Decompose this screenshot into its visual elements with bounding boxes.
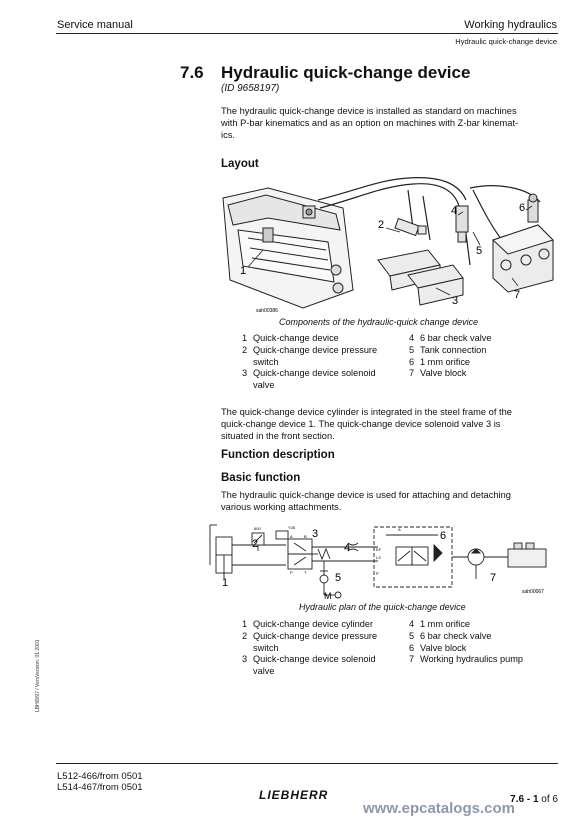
legend-item: 2 Quick-change device pressure switch — [242, 630, 378, 653]
quick-change-frame — [223, 188, 353, 308]
intro-paragraph — [221, 105, 559, 141]
plan-caption: Hydraulic plan of the quick-change device — [299, 602, 466, 612]
legend-item: 7 Valve block — [409, 368, 467, 379]
plan-callout: 1 — [222, 577, 229, 589]
pressure-switch — [395, 219, 426, 236]
section-id: (ID 9658197) — [221, 83, 280, 94]
footer-rule — [56, 763, 558, 764]
layout-heading: Layout — [221, 158, 259, 170]
legend-item: 5 Tank connection — [409, 344, 487, 355]
plan-callout: 3 — [312, 528, 319, 540]
layout-callout: 5 — [476, 245, 483, 257]
plan-small-label: Y35 — [288, 525, 296, 530]
plan-image-code: sah00067 — [522, 589, 544, 595]
function-line: various working attachments. — [221, 502, 342, 512]
header-right: Working hydraulics — [464, 19, 557, 31]
plan-callout: 7 — [490, 572, 497, 584]
check-valve — [456, 206, 468, 242]
header-left: Service manual — [57, 19, 133, 31]
function-heading: Function description — [221, 449, 335, 461]
plan-legend-left — [242, 619, 403, 678]
layout-callout: 6 — [519, 202, 526, 214]
basic-function-paragraph — [221, 489, 559, 513]
legend-item: 3 Quick-change device solenoid valve — [242, 368, 376, 391]
legend-item: 5 6 bar check valve — [409, 630, 492, 641]
layout-legend-right — [409, 333, 492, 380]
plan-small-label: EF — [376, 547, 382, 552]
plan-small-label: LS — [376, 555, 381, 560]
legend-item: 4 6 bar check valve — [409, 333, 492, 343]
legend-item: 1 Quick-change device — [242, 333, 339, 343]
liebherr-logo: LIEBHERR — [259, 788, 329, 802]
layout-image-code: sah00386 — [256, 308, 278, 314]
page-number — [510, 794, 558, 805]
plan-small-label: P — [376, 571, 379, 576]
legend-item: 6 Valve block — [409, 642, 467, 653]
legend-item: 3 Quick-change device solenoid valve — [242, 654, 376, 677]
legend-item: 6 1 mm orifice — [409, 356, 471, 367]
legend-item: 7 Working hydraulics pump — [409, 654, 523, 665]
footer-model: L512-466/from 0501 — [57, 771, 143, 782]
section-title: Hydraulic quick-change device — [221, 63, 471, 82]
plan-legend-right — [409, 619, 523, 666]
cylinder-line: situated in the front section. — [221, 431, 335, 441]
plan-small-label: T — [304, 570, 307, 575]
plan-small-label: A — [398, 527, 401, 532]
check-valve-symbol — [320, 575, 328, 583]
section-number: 7.6 — [180, 63, 204, 82]
legend-item: 4 1 mm orifice — [409, 619, 471, 629]
page-number-total: of 6 — [538, 794, 558, 805]
footer-model: L514-467/from 0501 — [57, 782, 143, 793]
cylinder-paragraph — [221, 406, 559, 442]
layout-callout: 2 — [378, 219, 385, 231]
header-rule — [56, 33, 558, 34]
plan-callout: 2 — [252, 538, 259, 550]
function-line: The hydraulic quick-change device is used for attaching and detaching — [221, 490, 511, 500]
plan-small-label: B — [304, 534, 307, 539]
plan-callout: M — [324, 591, 332, 601]
sidebar-version-text: LBH/8/97 / VersVersion: 01 2001 — [35, 639, 41, 712]
legend-item: 1 Quick-change device cylinder — [242, 619, 374, 629]
solenoid-valve — [378, 250, 463, 305]
layout-illustration — [208, 170, 558, 320]
layout-callout: 1 — [240, 265, 247, 277]
plan-callout: 5 — [335, 572, 342, 584]
plan-callout: 6 — [440, 530, 447, 542]
plan-small-label: A — [290, 534, 293, 539]
plan-small-label: 600 — [254, 526, 261, 531]
basic-function-heading: Basic function — [221, 472, 301, 484]
footer-models — [57, 771, 143, 793]
plan-callout: 4 — [344, 542, 351, 554]
header-subtitle: Hydraulic quick-change device — [455, 37, 557, 46]
plan-small-label: P — [290, 570, 293, 575]
cylinder-line: The quick-change device cylinder is integrated in the steel frame of the — [221, 407, 512, 417]
intro-line: with P-bar kinematics and as an option on machines with Z-bar kinemat- — [221, 118, 519, 128]
layout-legend-left — [242, 333, 403, 392]
layout-caption: Components of the hydraulic-quick change device — [279, 317, 479, 327]
watermark-url: www.epcatalogs.com — [363, 800, 515, 817]
cylinder-line: quick-change device 1. The quick-change device solenoid valve 3 is — [221, 419, 501, 429]
layout-callout: 3 — [452, 295, 459, 307]
legend-item: 2 Quick-change device pressure switch — [242, 344, 378, 367]
layout-callout: 7 — [514, 289, 521, 301]
page-number-current: 7.6 - 1 — [510, 794, 539, 805]
intro-line: The hydraulic quick-change device is installed as standard on machines — [221, 106, 517, 116]
layout-callout: 4 — [451, 205, 458, 217]
hydraulic-plan-diagram — [208, 517, 560, 601]
intro-line: ics. — [221, 130, 235, 140]
